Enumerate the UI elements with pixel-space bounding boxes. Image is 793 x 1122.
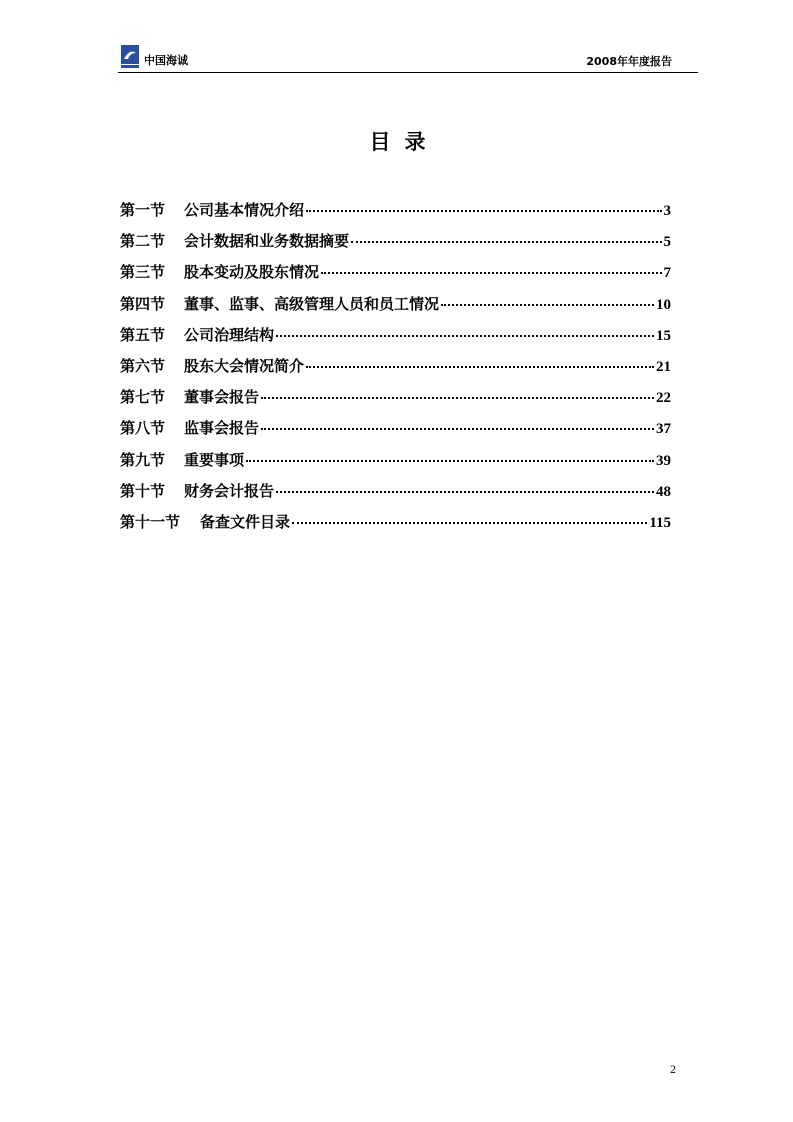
toc-leader-dots — [441, 304, 654, 306]
toc-leader-dots — [261, 397, 654, 399]
toc-entry[interactable] — [120, 324, 671, 355]
toc-section-label: 第四节 — [120, 294, 166, 313]
toc-leader-dots — [306, 366, 654, 368]
toc-section-label: 第八节 — [120, 419, 166, 438]
toc-entry[interactable] — [120, 480, 671, 511]
toc-leader-dots — [246, 460, 654, 462]
toc-entry-title: 公司基本情况介绍 — [184, 201, 305, 219]
toc-title: 目录 — [369, 129, 440, 154]
header-divider — [118, 72, 698, 73]
toc-section-label: 第九节 — [120, 450, 166, 469]
toc-entry-title: 备查文件目录 — [200, 512, 291, 531]
toc-entry[interactable] — [120, 261, 671, 292]
toc-entry-title: 会计数据和业务数据摘要 — [184, 232, 350, 251]
toc-entry[interactable] — [120, 199, 671, 230]
toc-leader-dots — [261, 428, 654, 430]
page-number: 2 — [670, 1062, 676, 1076]
toc-page-number: 3 — [663, 203, 671, 219]
toc-entry[interactable] — [120, 449, 671, 480]
toc-page-number: 39 — [656, 452, 671, 469]
toc-entry-title: 股东大会情况简介 — [184, 356, 305, 375]
toc-entry[interactable] — [120, 355, 671, 386]
toc-entry[interactable] — [120, 386, 671, 417]
toc-entry-title: 监事会报告 — [184, 419, 260, 438]
toc-page-number: 21 — [656, 358, 671, 375]
toc-page-number: 115 — [649, 514, 671, 531]
toc-section-label: 第三节 — [120, 263, 166, 282]
toc-leader-dots — [351, 241, 661, 243]
table-of-contents — [120, 199, 671, 542]
toc-entry-title: 董事会报告 — [184, 388, 260, 407]
toc-entry-title: 重要事项 — [184, 450, 245, 469]
toc-section-label: 第六节 — [120, 356, 166, 375]
toc-entry-title: 董事、监事、高级管理人员和员工情况 — [184, 294, 440, 313]
toc-leader-dots — [292, 522, 647, 524]
toc-section-label: 第七节 — [120, 388, 166, 407]
report-title: 2008年年度报告 — [586, 55, 672, 68]
toc-leader-dots — [321, 272, 661, 274]
toc-entry-title: 公司治理结构 — [184, 325, 275, 344]
toc-page-number: 37 — [656, 421, 671, 438]
toc-section-label: 第二节 — [120, 232, 166, 251]
company-logo-icon — [120, 44, 140, 70]
toc-entry-title: 财务会计报告 — [184, 481, 275, 500]
toc-section-label: 第五节 — [120, 325, 166, 344]
toc-section-label: 第十一节 — [120, 512, 181, 531]
toc-section-label: 第一节 — [120, 201, 166, 219]
page-header — [118, 42, 698, 74]
toc-entry-title: 股本变动及股东情况 — [184, 263, 320, 282]
toc-entry[interactable] — [120, 293, 671, 324]
toc-entry[interactable] — [120, 511, 671, 542]
toc-entry[interactable] — [120, 230, 671, 261]
toc-leader-dots — [276, 335, 654, 337]
toc-entry[interactable] — [120, 417, 671, 448]
toc-leader-dots — [276, 491, 654, 493]
toc-section-label: 第十节 — [120, 481, 166, 500]
toc-page-number: 7 — [663, 265, 671, 282]
toc-page-number: 48 — [656, 483, 671, 500]
toc-page-number: 22 — [656, 390, 671, 407]
toc-leader-dots — [306, 210, 661, 212]
toc-page-number: 5 — [663, 234, 671, 251]
company-name: 中国海诚 — [144, 54, 188, 67]
toc-page-number: 15 — [656, 327, 671, 344]
toc-page-number: 10 — [656, 296, 671, 313]
